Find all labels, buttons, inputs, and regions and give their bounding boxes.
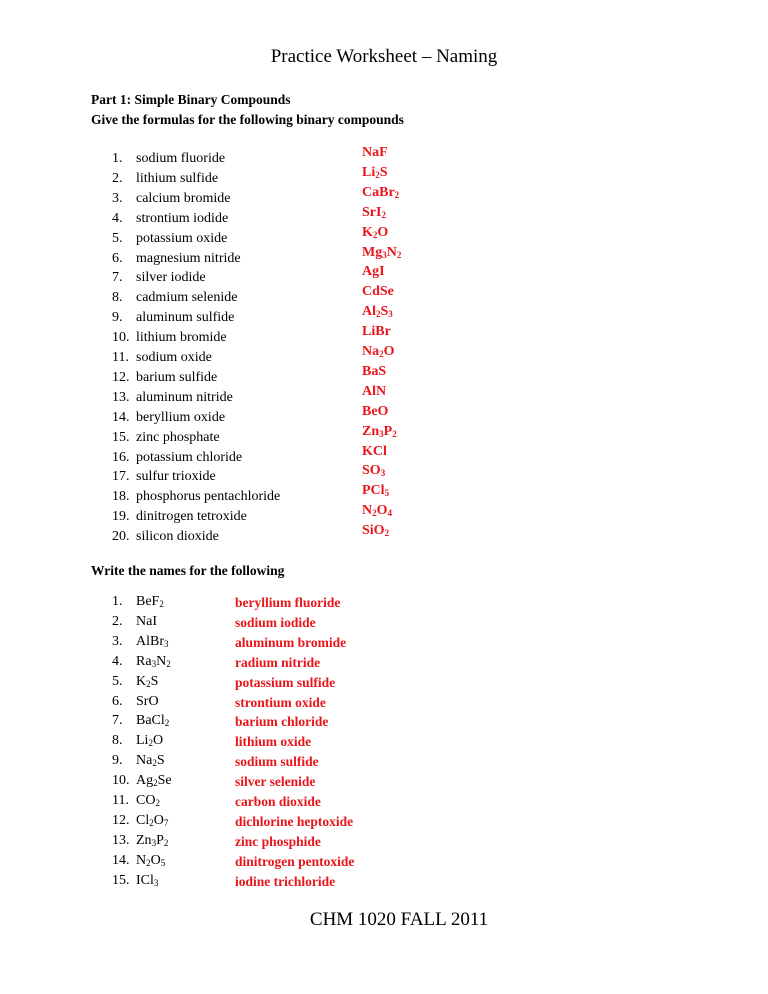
- formula-answer: $Zn_3P_2$: [362, 423, 397, 439]
- footer-text: CHM 1020 FALL 2011: [309, 909, 489, 930]
- compound-formula: ICl$_3$: [136, 872, 159, 888]
- compound-formula: $Li_2O$: [136, 733, 164, 749]
- list-item: [0, 791, 768, 811]
- name-answer: dinitrogen pentoxide: [235, 853, 355, 869]
- list-item: [0, 871, 768, 891]
- list-item: [0, 731, 768, 751]
- name-answer: barium chloride: [235, 714, 329, 730]
- list-item: [0, 711, 768, 731]
- list-item: [0, 523, 768, 547]
- compound-name: dinitrogen tetroxide: [136, 509, 247, 525]
- name-answer: sodium iodide: [235, 614, 316, 630]
- item-number: 19.: [112, 509, 130, 525]
- item-number: 5.: [112, 673, 123, 689]
- compound-name: barium sulfide: [136, 369, 218, 385]
- compound-name: aluminum sulfide: [136, 310, 235, 326]
- name-answer: lithium oxide: [235, 734, 312, 750]
- item-number: 9.: [112, 753, 123, 769]
- formula-answer: KCl: [362, 443, 387, 459]
- compound-name: silver iodide: [136, 270, 206, 286]
- item-number: 18.: [112, 489, 130, 505]
- item-number: 6.: [112, 250, 123, 266]
- item-number: 8.: [112, 290, 123, 306]
- compound-name: sulfur trioxide: [136, 469, 216, 485]
- item-number: 3.: [112, 633, 123, 649]
- item-number: 14.: [112, 852, 130, 868]
- item-number: 6.: [112, 693, 123, 709]
- list-item: [0, 612, 768, 632]
- item-number: 20.: [112, 529, 130, 545]
- item-number: 7.: [112, 713, 123, 729]
- item-number: 3.: [112, 190, 123, 206]
- item-number: 11.: [112, 793, 129, 808]
- page-title: Practice Worksheet – Naming: [270, 46, 498, 67]
- item-number: 5.: [112, 230, 123, 246]
- compound-formula: $Na_2S$: [136, 753, 165, 769]
- name-answer: strontium oxide: [235, 694, 326, 710]
- item-number: 15.: [112, 872, 130, 888]
- item-number: 16.: [112, 449, 130, 465]
- formula-answer: LiBr: [362, 324, 391, 340]
- name-answer: potassium sulfide: [235, 674, 336, 690]
- item-number: 14.: [112, 409, 130, 425]
- formula-answer: $K_2O$: [362, 224, 389, 240]
- name-answer: zinc phosphide: [235, 833, 321, 849]
- formula-answer: AlN: [362, 383, 387, 399]
- compound-formula: $CO_2$: [136, 793, 160, 808]
- part1-instruction: Give the formulas for the following binary compounds: [91, 112, 404, 127]
- compound-formula: $Ra_3N_2$: [136, 653, 171, 669]
- list-item: [0, 771, 768, 791]
- compound-formula: BeF$_2$: [136, 594, 164, 609]
- compound-formula: $Cl_2O_7$: [136, 812, 169, 828]
- compound-formula: NaI: [136, 613, 157, 629]
- item-number: 1.: [112, 151, 123, 166]
- item-number: 10.: [112, 773, 130, 789]
- item-number: 8.: [112, 733, 123, 749]
- compound-name: zinc phosphate: [136, 429, 220, 445]
- compound-name: calcium bromide: [136, 190, 231, 206]
- item-number: 10.: [112, 330, 130, 346]
- compound-name: cadmium selenide: [136, 290, 238, 306]
- formula-answer: $Al_2S_3$: [362, 304, 393, 320]
- compound-name: aluminum nitride: [136, 389, 233, 405]
- item-number: 17.: [112, 469, 130, 485]
- item-number: 1.: [112, 594, 123, 609]
- name-answer: beryllium fluoride: [235, 595, 341, 610]
- item-number: 9.: [112, 310, 123, 326]
- compound-name: magnesium nitride: [136, 250, 241, 266]
- list-item: [0, 851, 768, 871]
- list-item: [0, 811, 768, 831]
- formula-answer: PCl$_5$: [362, 483, 390, 499]
- compound-name: sodium fluoride: [136, 151, 226, 166]
- formula-answer: AgI: [362, 264, 385, 280]
- compound-formula: $Zn_3P_2$: [136, 832, 169, 848]
- compound-name: lithium bromide: [136, 330, 227, 346]
- item-number: 13.: [112, 389, 130, 405]
- list-item: [0, 652, 768, 672]
- name-answer: aluminum bromide: [235, 634, 347, 650]
- formula-answer: BeO: [362, 403, 389, 419]
- compound-formula: $Ag_2Se$: [136, 773, 172, 789]
- item-number: 2.: [112, 170, 123, 186]
- formula-answer: CaBr$_2$: [362, 184, 400, 200]
- formula-answer: $Na_2O$: [362, 344, 395, 359]
- formula-answer: CdSe: [362, 284, 394, 300]
- list-item: [0, 692, 768, 712]
- formula-answer: $Mg_3N_2$: [362, 244, 402, 260]
- compound-name: potassium chloride: [136, 449, 243, 465]
- compound-formula: $K_2S$: [136, 673, 159, 689]
- name-answer: dichlorine heptoxide: [235, 813, 354, 829]
- list-item: [0, 751, 768, 771]
- name-answer: silver selenide: [235, 774, 316, 790]
- formula-answer: SiO$_2$: [362, 523, 390, 539]
- formula-answer: $Li_2S$: [362, 164, 388, 180]
- item-number: 2.: [112, 613, 123, 629]
- list-item: [0, 592, 768, 612]
- formula-answer: BaS: [362, 363, 387, 379]
- compound-formula: $N_2O_5$: [136, 852, 166, 868]
- list-item: [0, 831, 768, 851]
- formula-answer: $N_2O_4$: [362, 503, 393, 519]
- compound-name: potassium oxide: [136, 230, 228, 246]
- course-footer: [0, 909, 768, 931]
- compound-formula: SrO: [136, 693, 159, 709]
- item-number: 7.: [112, 270, 123, 286]
- list-item: [0, 672, 768, 692]
- list-item: [0, 632, 768, 652]
- part2-heading: Write the names for the following: [91, 563, 285, 578]
- formula-answer: $SO_3$: [362, 463, 386, 479]
- item-number: 4.: [112, 210, 123, 226]
- name-answer: radium nitride: [235, 654, 321, 670]
- item-number: 4.: [112, 653, 123, 669]
- part1-heading: Part 1: Simple Binary Compounds: [91, 92, 291, 107]
- formula-answer: NaF: [362, 145, 388, 160]
- compound-name: lithium sulfide: [136, 170, 219, 186]
- compound-name: sodium oxide: [136, 350, 212, 365]
- compound-formula: AlBr$_3$: [136, 633, 169, 649]
- name-answer: carbon dioxide: [235, 794, 321, 809]
- name-answer: iodine trichloride: [235, 873, 336, 889]
- item-number: 12.: [112, 369, 130, 385]
- compound-name: beryllium oxide: [136, 409, 226, 425]
- name-answer: sodium sulfide: [235, 754, 319, 770]
- compound-formula: BaCl$_2$: [136, 713, 170, 729]
- item-number: 15.: [112, 429, 130, 445]
- compound-name: silicon dioxide: [136, 529, 219, 545]
- compound-name: phosphorus pentachloride: [136, 489, 281, 505]
- compound-name: strontium iodide: [136, 210, 229, 226]
- item-number: 12.: [112, 812, 130, 828]
- item-number: 11.: [112, 350, 129, 365]
- item-number: 13.: [112, 832, 130, 848]
- formula-answer: SrI$_2$: [362, 204, 386, 220]
